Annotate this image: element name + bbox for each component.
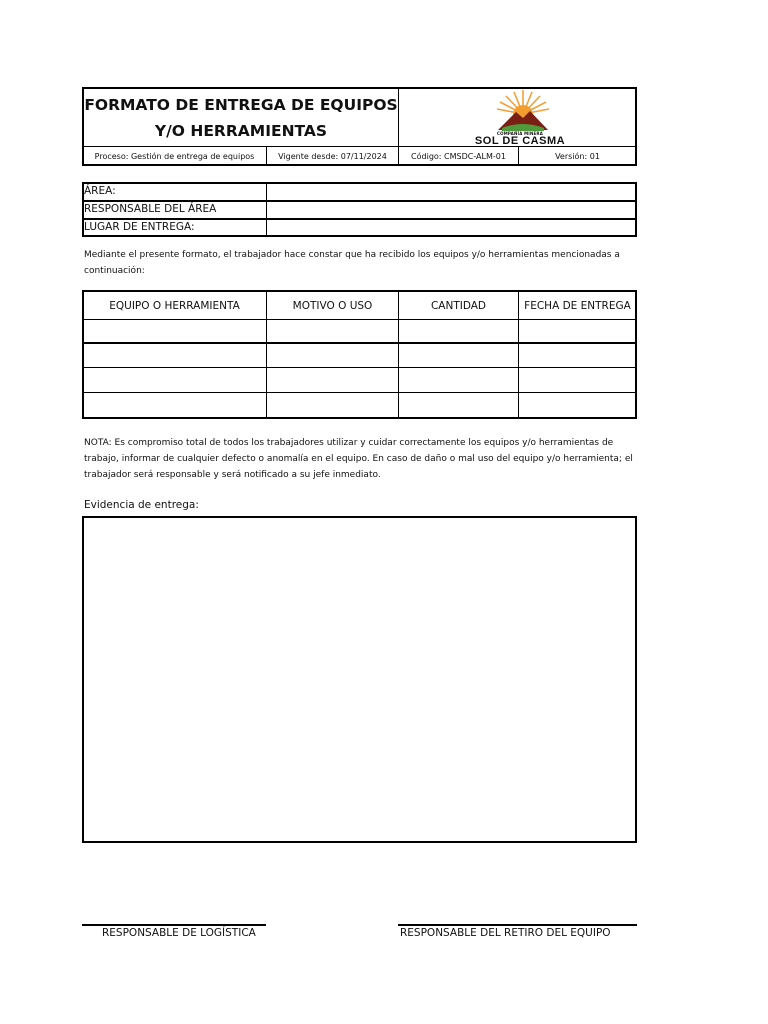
meta-version: Versión: 01	[555, 151, 600, 161]
items-row-divider	[83, 392, 636, 393]
lugar-entrega-field[interactable]	[268, 220, 634, 235]
intro-text: Mediante el presente formato, el trabajador hace constar que ha recibido los equipos y/o herramientas mencionadas a continuación:	[84, 250, 620, 276]
column-header-equipo: EQUIPO O HERRAMIENTA	[109, 299, 240, 312]
responsable-area-label: RESPONSABLE DEL ÁREA	[84, 203, 217, 215]
items-row-divider	[83, 342, 636, 344]
document-title: FORMATO DE ENTREGA DE EQUIPOS Y/O HERRAMIENTAS	[84, 96, 398, 140]
meta-codigo: Código: CMSDC-ALM-01	[411, 151, 506, 161]
items-row-divider	[83, 367, 636, 368]
column-header-fecha: FECHA DE ENTREGA	[524, 299, 631, 312]
signature-line-logistica	[82, 924, 266, 926]
signature-label-logistica: RESPONSABLE DE LOGÍSTICA	[102, 927, 256, 939]
signature-label-retiro: RESPONSABLE DEL RETIRO DEL EQUIPO	[400, 927, 611, 939]
meta-vigente: Vigente desde: 07/11/2024	[278, 151, 387, 161]
items-row-divider	[83, 319, 636, 320]
responsable-area-field[interactable]	[268, 202, 634, 217]
nota-text: NOTA: Es compromiso total de todos los trabajadores utilizar y cuidar correctamente los equipos y/o herramientas de trabajo, informar de cualquier defecto o anomalía en el equipo. En caso de daño o mal uso del equipo y/o herramienta; el trabajador será responsable y será notificado a su jefe inmediato.	[84, 438, 633, 480]
lugar-entrega-label: LUGAR DE ENTREGA:	[84, 221, 195, 233]
area-divider	[266, 183, 267, 236]
column-header-motivo: MOTIVO O USO	[292, 299, 373, 312]
area-label: ÁREA:	[84, 185, 116, 197]
logo-subtitle: COMPAÑÍA MINERA	[496, 131, 544, 136]
logo-name: SOL DE CASMA	[474, 135, 566, 147]
evidencia-label: Evidencia de entrega:	[84, 499, 199, 511]
area-field[interactable]	[268, 184, 634, 199]
evidencia-box[interactable]	[82, 516, 637, 843]
meta-proceso: Proceso: Gestión de entrega de equipos	[94, 151, 255, 161]
signature-line-retiro	[398, 924, 637, 926]
column-header-cantidad: CANTIDAD	[430, 299, 487, 312]
